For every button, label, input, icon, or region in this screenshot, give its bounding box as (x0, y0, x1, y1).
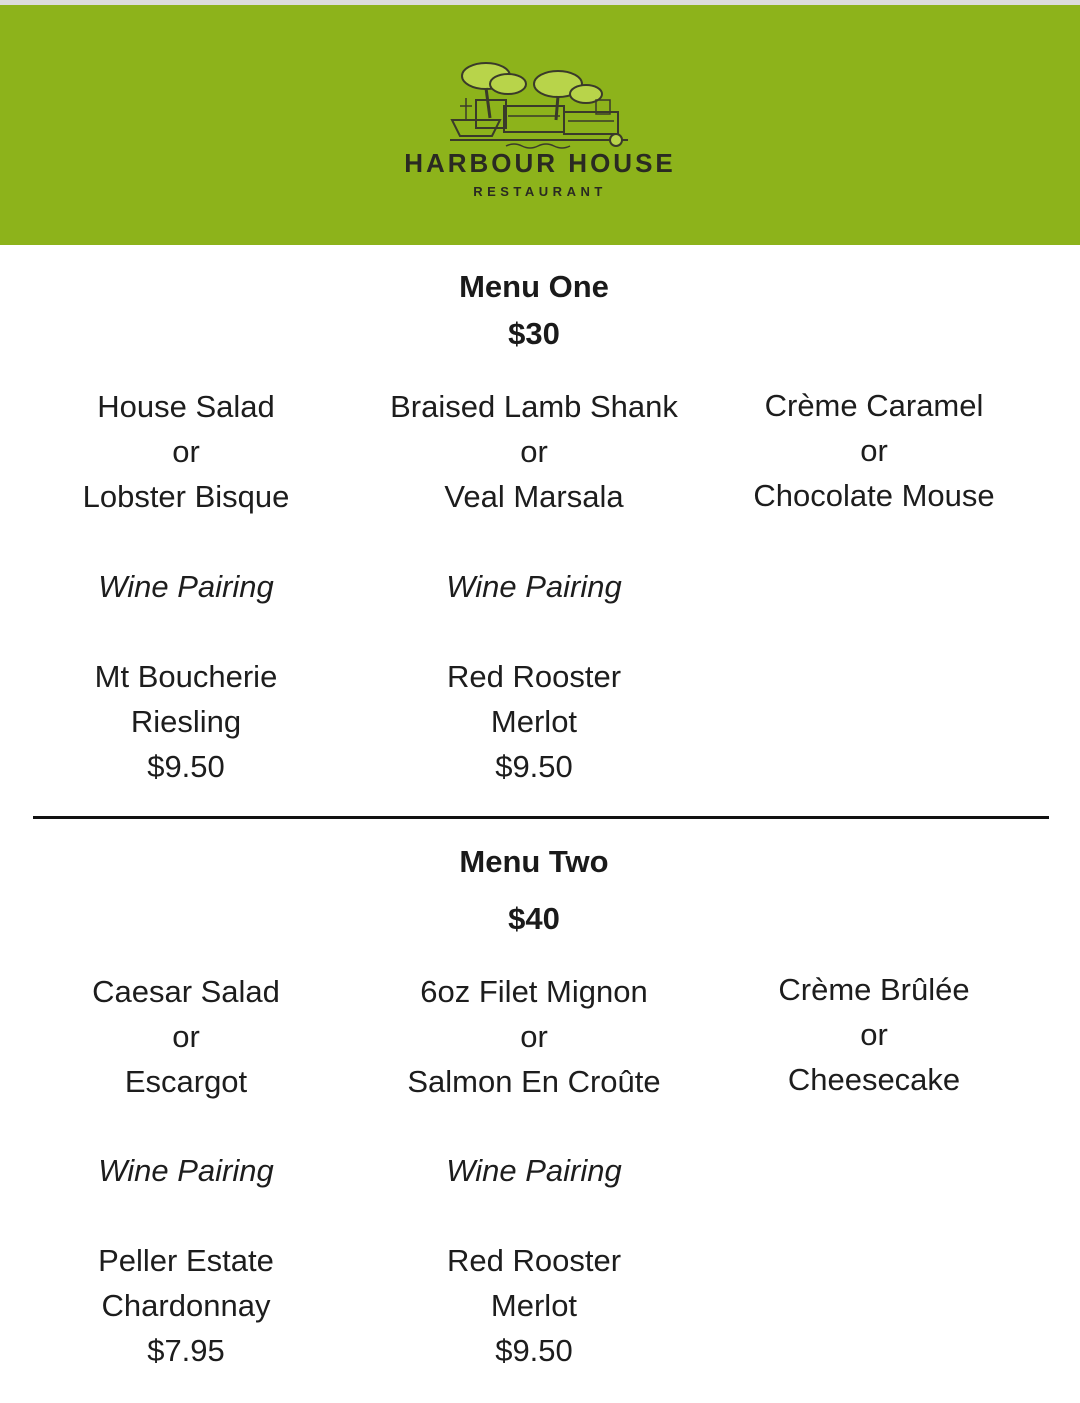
wine-producer: Red Rooster (446, 1243, 622, 1278)
or-label: or (520, 1019, 548, 1054)
menu-one-price: $30 (508, 316, 560, 351)
starter-option-b: Lobster Bisque (82, 479, 290, 514)
dessert-option-b: Chocolate Mouse (753, 478, 995, 513)
main-option-b: Salmon En Croûte (407, 1064, 661, 1099)
wine-varietal: Chardonnay (101, 1288, 271, 1323)
starter-option-a: Caesar Salad (92, 974, 280, 1009)
wine-price: $9.50 (495, 1333, 573, 1368)
dessert-option-a: Crème Brûlée (778, 972, 970, 1007)
harbour-house-logo-icon (446, 58, 636, 150)
menu-one-title: Menu One (459, 269, 609, 304)
wine-price: $9.50 (147, 749, 225, 784)
dessert-option-a: Crème Caramel (764, 388, 984, 423)
wine-pairing-label: Wine Pairing (446, 1153, 622, 1188)
menu-two-title: Menu Two (459, 844, 609, 879)
brand-subtitle: RESTAURANT (473, 184, 607, 199)
header-banner (0, 5, 1080, 245)
wine-producer: Peller Estate (98, 1243, 274, 1278)
wine-price: $7.95 (147, 1333, 225, 1368)
main-option-b: Veal Marsala (444, 479, 624, 514)
or-label: or (520, 434, 548, 469)
main-option-a: 6oz Filet Mignon (420, 974, 648, 1009)
starter-option-b: Escargot (124, 1064, 248, 1099)
wine-varietal: Merlot (490, 1288, 578, 1323)
wine-pairing-label: Wine Pairing (446, 569, 622, 604)
menu-two-price: $40 (508, 901, 560, 936)
wine-producer: Mt Boucherie (94, 659, 278, 694)
brand-name: HARBOUR HOUSE (404, 148, 676, 178)
dessert-option-b: Cheesecake (787, 1062, 961, 1097)
wine-price: $9.50 (495, 749, 573, 784)
or-label: or (172, 1019, 200, 1054)
or-label: or (172, 434, 200, 469)
wine-varietal: Merlot (490, 704, 578, 739)
wine-producer: Red Rooster (446, 659, 622, 694)
wine-varietal: Riesling (130, 704, 242, 739)
main-option-a: Braised Lamb Shank (390, 389, 678, 424)
wine-pairing-label: Wine Pairing (98, 569, 274, 604)
section-divider (33, 816, 1049, 819)
or-label: or (860, 1017, 888, 1052)
starter-option-a: House Salad (97, 389, 275, 424)
or-label: or (860, 433, 888, 468)
wine-pairing-label: Wine Pairing (98, 1153, 274, 1188)
